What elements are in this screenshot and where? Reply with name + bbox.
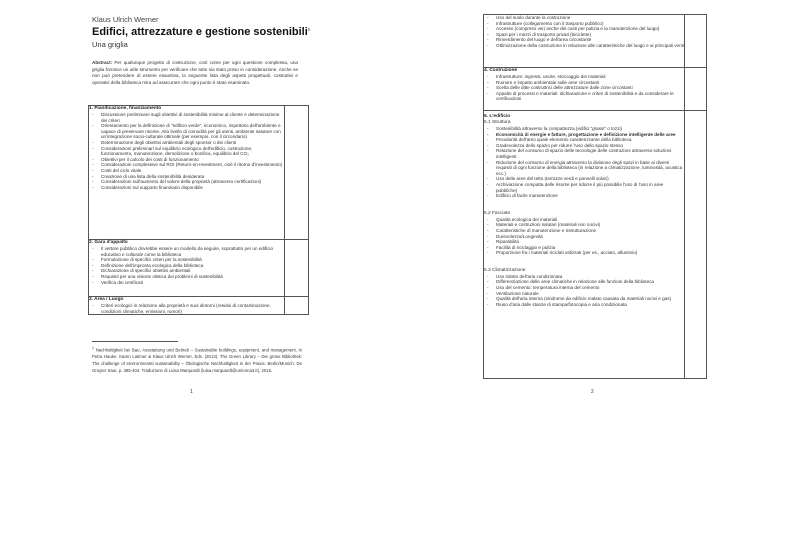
list-item: - Edificio di facile manutenzione [484,193,684,199]
list-item: - Considerazioni complessive sul ROI (Return-on-Investment, cioè il ritorno d'investimento) [89,162,284,168]
list-item: - Riparabilità [484,239,684,245]
title-footnote-marker: 1 [307,26,311,32]
list-item: - Differenziazione delle aree climatiche in relazione alle funzioni della biblioteca [484,279,684,285]
footnote-divider [92,341,178,342]
list-item: - Archiviazione compatta delle risorse per ridurre il più possibile l'uso di l'uso in aree pubbliche) [484,182,684,193]
checkbox-cell[interactable] [685,15,707,68]
subsection-heading: 5.1 Struttura [484,120,511,125]
checkbox-cell[interactable] [685,68,707,111]
list-item: - Infrastrutture (collegamento con il trasporto pubblico) [484,21,684,27]
list-item: - Formulazione di specifici criteri per la sostenibilità [89,257,284,263]
abstract-label: Abstract: [92,60,113,65]
list-item: - Peculiarità dell'atrio quale elemento caratterizzante della biblioteca [484,137,684,143]
document-page-2 [400,0,800,534]
section-items [484,74,684,102]
document-subtitle: Una griglia [92,40,128,49]
footnote-number: 1 [92,346,94,350]
list-item: - Discussione preliminare sugli obiettivi di sostenibilità minime al cliente e determinazione dei criteri [89,112,284,123]
list-item: - Relazione del consumo di spazio delle tecnologie delle costruzioni attraverso soluzioni intelligenti [484,148,684,159]
list-item: - Creazione di una lista della sostenibilità desiderata [89,174,284,180]
section-items [484,15,684,49]
list-item: - Uso delle aree del tetto (terrazze verdi e pannelli solari) [484,176,684,182]
subsection-heading: 5.2 Facciate [484,210,511,216]
page-number: 1 [190,389,193,395]
author-name: Klaus Ulrich Werner [92,15,159,24]
section-heading: 1. Pianificazione, finanziamento [89,106,162,111]
footnote-text: Nachhaltigkeit bei Bau, Ausstattung und Betrieb – Sustainable buildings, equipment, and management, in Petra Hauke, Karen Latimer & Klaus Ulrich Werner, Eds. (2013). The Green Library – Die grüne Bibliothek: The challenge of environmental sustainability – Ökologische Nachhaltigkeit in der Praxis. Berlin/Munich: De Gruyter Saur, p. 385-404. Traduzione di Luisa Marquardt (luisa.marquardt@uniroma3.it), 2015. [92,347,302,374]
list-item: - Requisiti per una visione olistica dei problemi di sostenibilità [89,274,284,280]
subsection-heading: 5.3 Climatizzazione [484,267,526,273]
list-item: - Ventilazione naturale [484,291,684,297]
section-items [484,274,684,308]
section-cell [484,68,685,111]
list-item: - Costi del ciclo vitale [89,168,284,174]
list-item: - Uso del cemento: temperatura interna del cemento [484,285,684,291]
list-item: - Obiettivi per il calcolo dei costi di funzionamento [89,157,284,163]
list-item: - Accesso (compreso vie) anche dei costi per pulizia e la manutenzione del luogo) [484,26,684,32]
list-item: - Orientamento per la definizione di "edificio verde", economico, rispettoso dell'ambiente e capace di preservare risorse. Alto livello di comodità per gli utenti, ambiente salutare con un'integrazione socio-culturale ottimale (per esempio, con il circondario) [89,123,284,140]
list-item: - Economicità di energie e fatture, progettazione e definizione intelligente delle aree [484,132,684,138]
list-item: - Uso del suolo durante la costruzione [484,15,684,21]
checklist-table-page-1 [88,105,309,315]
list-item: - Rumore e impatto ambientale sulle aree circostanti [484,80,684,86]
list-item: - Verifica dei certificati [89,280,284,286]
list-item: - Proporzione fra i materiali riciclati utilizzati (per es., acciaio, alluminio) [484,250,684,256]
checkbox-cell[interactable] [285,240,309,297]
checkbox-cell[interactable] [285,106,309,240]
section-heading: 5. L'edificio [484,114,511,119]
section-items [484,126,684,199]
section-items [89,246,284,285]
list-item: - Rinverdimento del luogo e dell'area circostante [484,37,684,43]
spacer [484,199,684,211]
section-cell [484,111,685,379]
page-number: 2 [591,389,594,395]
list-item: - Qualità ecologica dei materiali [484,217,684,223]
table-row [89,106,309,240]
table-row [89,240,309,297]
list-item: - Uso ridotto dell'aria condizionata [484,274,684,280]
list-item: - Appalto di processi e materiali: dichiarazione e criteri di sostenibilità e da considerare le certificazioni [484,91,684,102]
list-item: - Riuso d'aria dalle stanze di stampa/fotocopia e aria condizionata [484,302,684,308]
document-title-text: Edifici, attrezzature e gestione sostenibili [92,26,308,38]
section-cell [89,106,285,240]
list-item: - Considerazioni sul supporto finanziario disponibile [89,185,284,191]
list-item: - Sostenibilità attraverso la compattezza (edifici "grassi" o tozzi) [484,126,684,132]
list-item: - Gradevolezza dello spazio per ridurre l'uso dello spazio stesso [484,143,684,149]
spacer [484,256,684,268]
table-row [484,111,707,379]
list-item: - Caratteristiche di manutenzione e ristrutturazione [484,228,684,234]
section-cell [89,297,285,315]
table-row [484,68,707,111]
list-item: - Spazi per i mezzi di trasporto privati (biciclette) [484,32,684,38]
section-cell [484,15,685,68]
list-item: - Dichiarazione di specifici obiettivi ambientali [89,268,284,274]
checkbox-cell[interactable] [285,297,309,315]
list-item: - Considerazioni preliminari sul equilibrio ecologico dell'edificio, costruzione, funzionamento, manutenzione, demolizione o bonifica, equilibrio del CO₂ [89,146,284,157]
section-items [89,303,284,314]
list-item: - Scelta delle ditte costruttrici delle attrezzature dalle zone circostanti [484,85,684,91]
list-item: - Il vettore pubblico dovrebbe essere un modello da seguire, soprattutto per un edificio educativo e culturale come la biblioteca [89,246,284,257]
section-cell [89,240,285,297]
abstract-text: Per qualunque progetto di costruzione, così come per ogni questione complessa, una griglia fornisce un utile strumento per verificare che tutto sia stato preso in considerazione. Anche se non può pretendere di essere esaustiva, la seguente lista degli aspetti progettuali, costruttivi e operativi della biblioteca mira ad assicurare che ogni punto è stato esaminato. [92,60,298,85]
section-items [89,112,284,190]
list-item: - Qualità dell'aria interna (sindrome da edificio malato causata da materiali nocivi e gas) [484,296,684,302]
list-item: - Materiali e costruzioni salutari (materiali non nocivi) [484,222,684,228]
table-row [89,297,309,315]
list-item: - Infrastrutture: ingressi, uscite, stoccaggio dei materiali [484,74,684,80]
abstract [92,60,298,86]
list-item: - Determinazione degli obiettivi ambientali degli sponsor o dei clienti [89,140,284,146]
list-item: - Ottimizzazione della costruzione in relazione alle caratteristiche del luogo e ai principali venti [484,43,684,49]
list-item: - Considerazioni sull'aumento del valore della proprietà (attraverso certificazioni) [89,179,284,185]
checkbox-cell[interactable] [685,111,707,379]
section-items [484,217,684,256]
document-title [92,26,310,38]
section-heading: 2. Gara d'appalto [89,240,128,245]
footnote [92,345,302,374]
table-row [484,15,707,68]
section-heading: 4. Costruzione [484,68,518,73]
list-item: - Criteri ecologici in relazione alla proprietà e suoi dintorni (residui di contaminazione, condizioni climatiche, emissioni, rumori) [89,303,284,314]
list-item: - Riduzione del consumo di energia attraverso la divisione degli spazi in base ai diversi requisiti di ogni funzione della biblioteca (in relazione a climatizzazione, luminosità, acustica ecc.) [484,160,684,177]
checklist-table-page-2 [483,14,707,379]
list-item: - Definizione dell'impronta ecologica della biblioteca [89,263,284,269]
list-item: - Durevolezza/Longevità [484,234,684,240]
list-item: - Facilità di riciclaggio e pulizia [484,245,684,251]
section-heading: 3. Area / Luogo [89,297,124,302]
